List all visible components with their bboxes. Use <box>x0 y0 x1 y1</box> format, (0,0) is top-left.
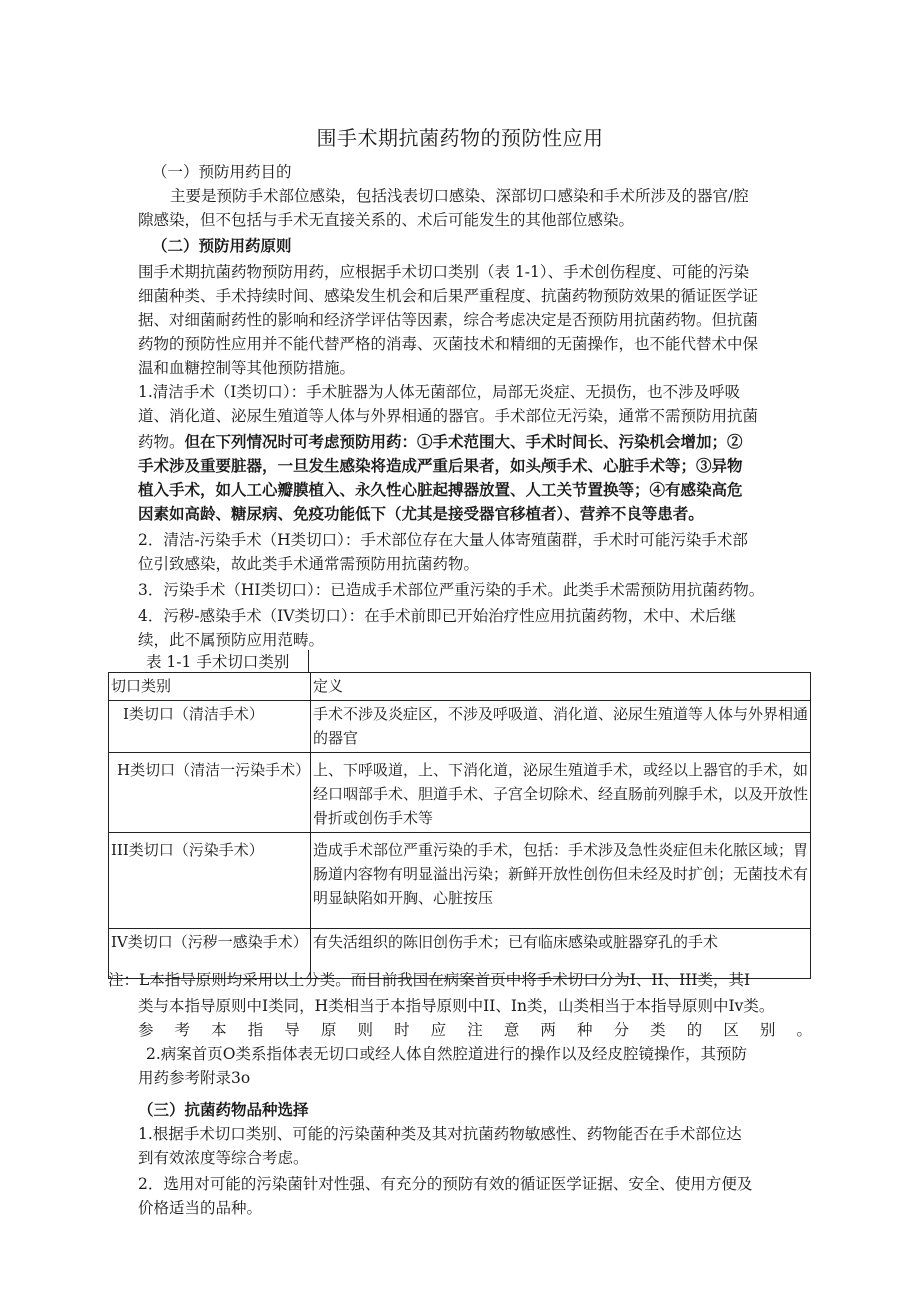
table-row <box>109 833 811 929</box>
table-cell-definition: 造成手术部位严重污染的手术，包括：手术涉及急性炎症但未化脓区域；胃肠道内容物有明显溢出污染；新鲜开放性创伤但未经及时扩创；无菌技术有明显缺陷如开胸、心脏按压 <box>311 833 811 929</box>
paragraph-line: 围手术期抗菌药物预防用药，应根据手术切口类别（表 1-1）、手术创伤程度、可能的污染 <box>138 263 750 281</box>
table-cell-category: I类切口（清洁手术） <box>109 701 311 753</box>
list-item-contaminated: 3．污染手术（HI类切口）：已造成手术部位严重污染的手术。此类手术需预防用抗菌药物。 <box>138 581 765 599</box>
paragraph-line: 细菌种类、手术持续时间、感染发生机会和后果严重程度、抗菌药物预防效果的循证医学证 <box>138 287 759 305</box>
note-line: 2.病案首页O类系指体表无切口或经人体自然腔道进行的操作以及经皮腔镜操作，其预防 <box>146 1045 747 1063</box>
paragraph-line: 道、消化道、泌尿生殖道等人体与外界相通的器官。手术部位无污染，通常不需预防用抗菌 <box>138 407 759 425</box>
note-line: 类与本指导原则中I类同，H类相当于本指导原则中II、In类，山类相当于本指导原则中Iv类。 <box>138 997 775 1015</box>
paragraph-line: 隙感染，但不包括与手术无直接关系的、术后可能发生的其他部位感染。 <box>138 211 635 229</box>
table-row <box>109 753 811 833</box>
table-header-cell: 切口类别 <box>109 673 311 701</box>
table-header-cell: 定义 <box>311 673 811 701</box>
section-heading-selection: （三）抗菌药物品种选择 <box>138 1100 309 1119</box>
paragraph-line: 药物的预防性应用并不能代替严格的消毒、灭菌技术和精细的无菌操作，也不能代替术中保 <box>138 335 759 353</box>
paragraph-line: 价格适当的品种。 <box>138 1199 263 1217</box>
list-item-clean-surgery: 1.清洁手术（I类切口）：手术脏器为人体无菌部位，局部无炎症、无损伤，也不涉及呼吸 <box>138 383 741 401</box>
table-divider <box>308 650 309 672</box>
bold-paragraph-line: 手术涉及重要脏器，一旦发生感染将造成严重后果者，如头颅手术、心脏手术等；③异物 <box>138 456 743 475</box>
paragraph-line: 据、对细菌耐药性的影响和经济学评估等因素，综合考虑决定是否预防用抗菌药物。但抗菌 <box>138 311 759 329</box>
note-line: 注：L本指导原则均采用以上分类。而目前我国在病案首页中将手术切口分为I、II、III类，其I <box>108 971 751 989</box>
table-cell-category: III类切口（污染手术） <box>109 833 311 929</box>
paragraph-line: 续，此不属预防应用范畴。 <box>138 631 325 649</box>
table-cell-definition: 有失活组织的陈旧创伤手术；已有临床感染或脏器穿孔的手术 <box>311 929 811 979</box>
paragraph-line: 2．选用对可能的污染菌针对性强、有充分的预防有效的循证医学证据、安全、使用方便及 <box>138 1175 753 1193</box>
paragraph-line: 1.根据手术切口类别、可能的污染菌种类及其对抗菌药物敏感性、药物能否在手术部位达 <box>138 1125 742 1143</box>
paragraph-line <box>138 430 812 454</box>
table-row <box>109 701 811 753</box>
incision-class-table <box>108 672 811 979</box>
bold-text-span: 但在下列情况时可考虑预防用药：①手术范围大、手术时间长、污染机会增加；② <box>184 432 743 451</box>
section-heading-purpose: （一）预防用药目的 <box>152 163 292 181</box>
table-cell-definition: 上、下呼吸道，上、下消化道，泌尿生殖道手术，或经以上器官的手术，如经口咽部手术、胆道手术、子宫全切除术、经直肠前列腺手术，以及开放性骨折或创伤手术等 <box>311 753 811 833</box>
note-line: 参考本指导原则时应注意两种分类的区别。 <box>138 1021 812 1039</box>
table-caption: 表 1-1 手术切口类别 <box>146 653 290 671</box>
table-cell-category: H类切口（清洁一污染手术） <box>109 753 311 833</box>
list-item-clean-contaminated: 2．清洁-污染手术（H类切口）：手术部位存在大量人体寄殖菌群，手术时可能污染手术部 <box>138 531 748 549</box>
text-span: 药物。 <box>138 433 185 451</box>
paragraph-line: 主要是预防手术部位感染，包括浅表切口感染、深部切口感染和手术所涉及的器官/腔 <box>170 187 749 205</box>
paragraph-line: 温和血糖控制等其他预防措施。 <box>138 359 356 377</box>
bold-paragraph-line: 因素如高龄、糖尿病、免疫功能低下（尤其是接受器官移植者）、营养不良等患者。 <box>138 504 704 523</box>
table-header-row <box>109 673 811 701</box>
section-heading-principle: （二）预防用药原则 <box>152 236 292 255</box>
paragraph-line: 位引致感染，故此类手术通常需预防用抗菌药物。 <box>138 555 480 573</box>
table-cell-category: IV类切口（污秽一感染手术） <box>109 929 311 979</box>
note-line: 用药参考附录3o <box>138 1069 251 1087</box>
document-title: 围手术期抗菌药物的预防性应用 <box>316 126 604 150</box>
list-item-dirty-infected: 4．污秽-感染手术（IV类切口）：在手术前即已开始治疗性应用抗菌药物，术中、术后继 <box>138 607 737 625</box>
paragraph-line: 到有效浓度等综合考虑。 <box>138 1149 309 1167</box>
bold-paragraph-line: 植入手术，如人工心瓣膜植入、永久性心脏起搏器放置、人工关节置换等；④有感染高危 <box>138 480 743 499</box>
table-cell-definition: 手术不涉及炎症区，不涉及呼吸道、消化道、泌尿生殖道等人体与外界相通的器官 <box>311 701 811 753</box>
